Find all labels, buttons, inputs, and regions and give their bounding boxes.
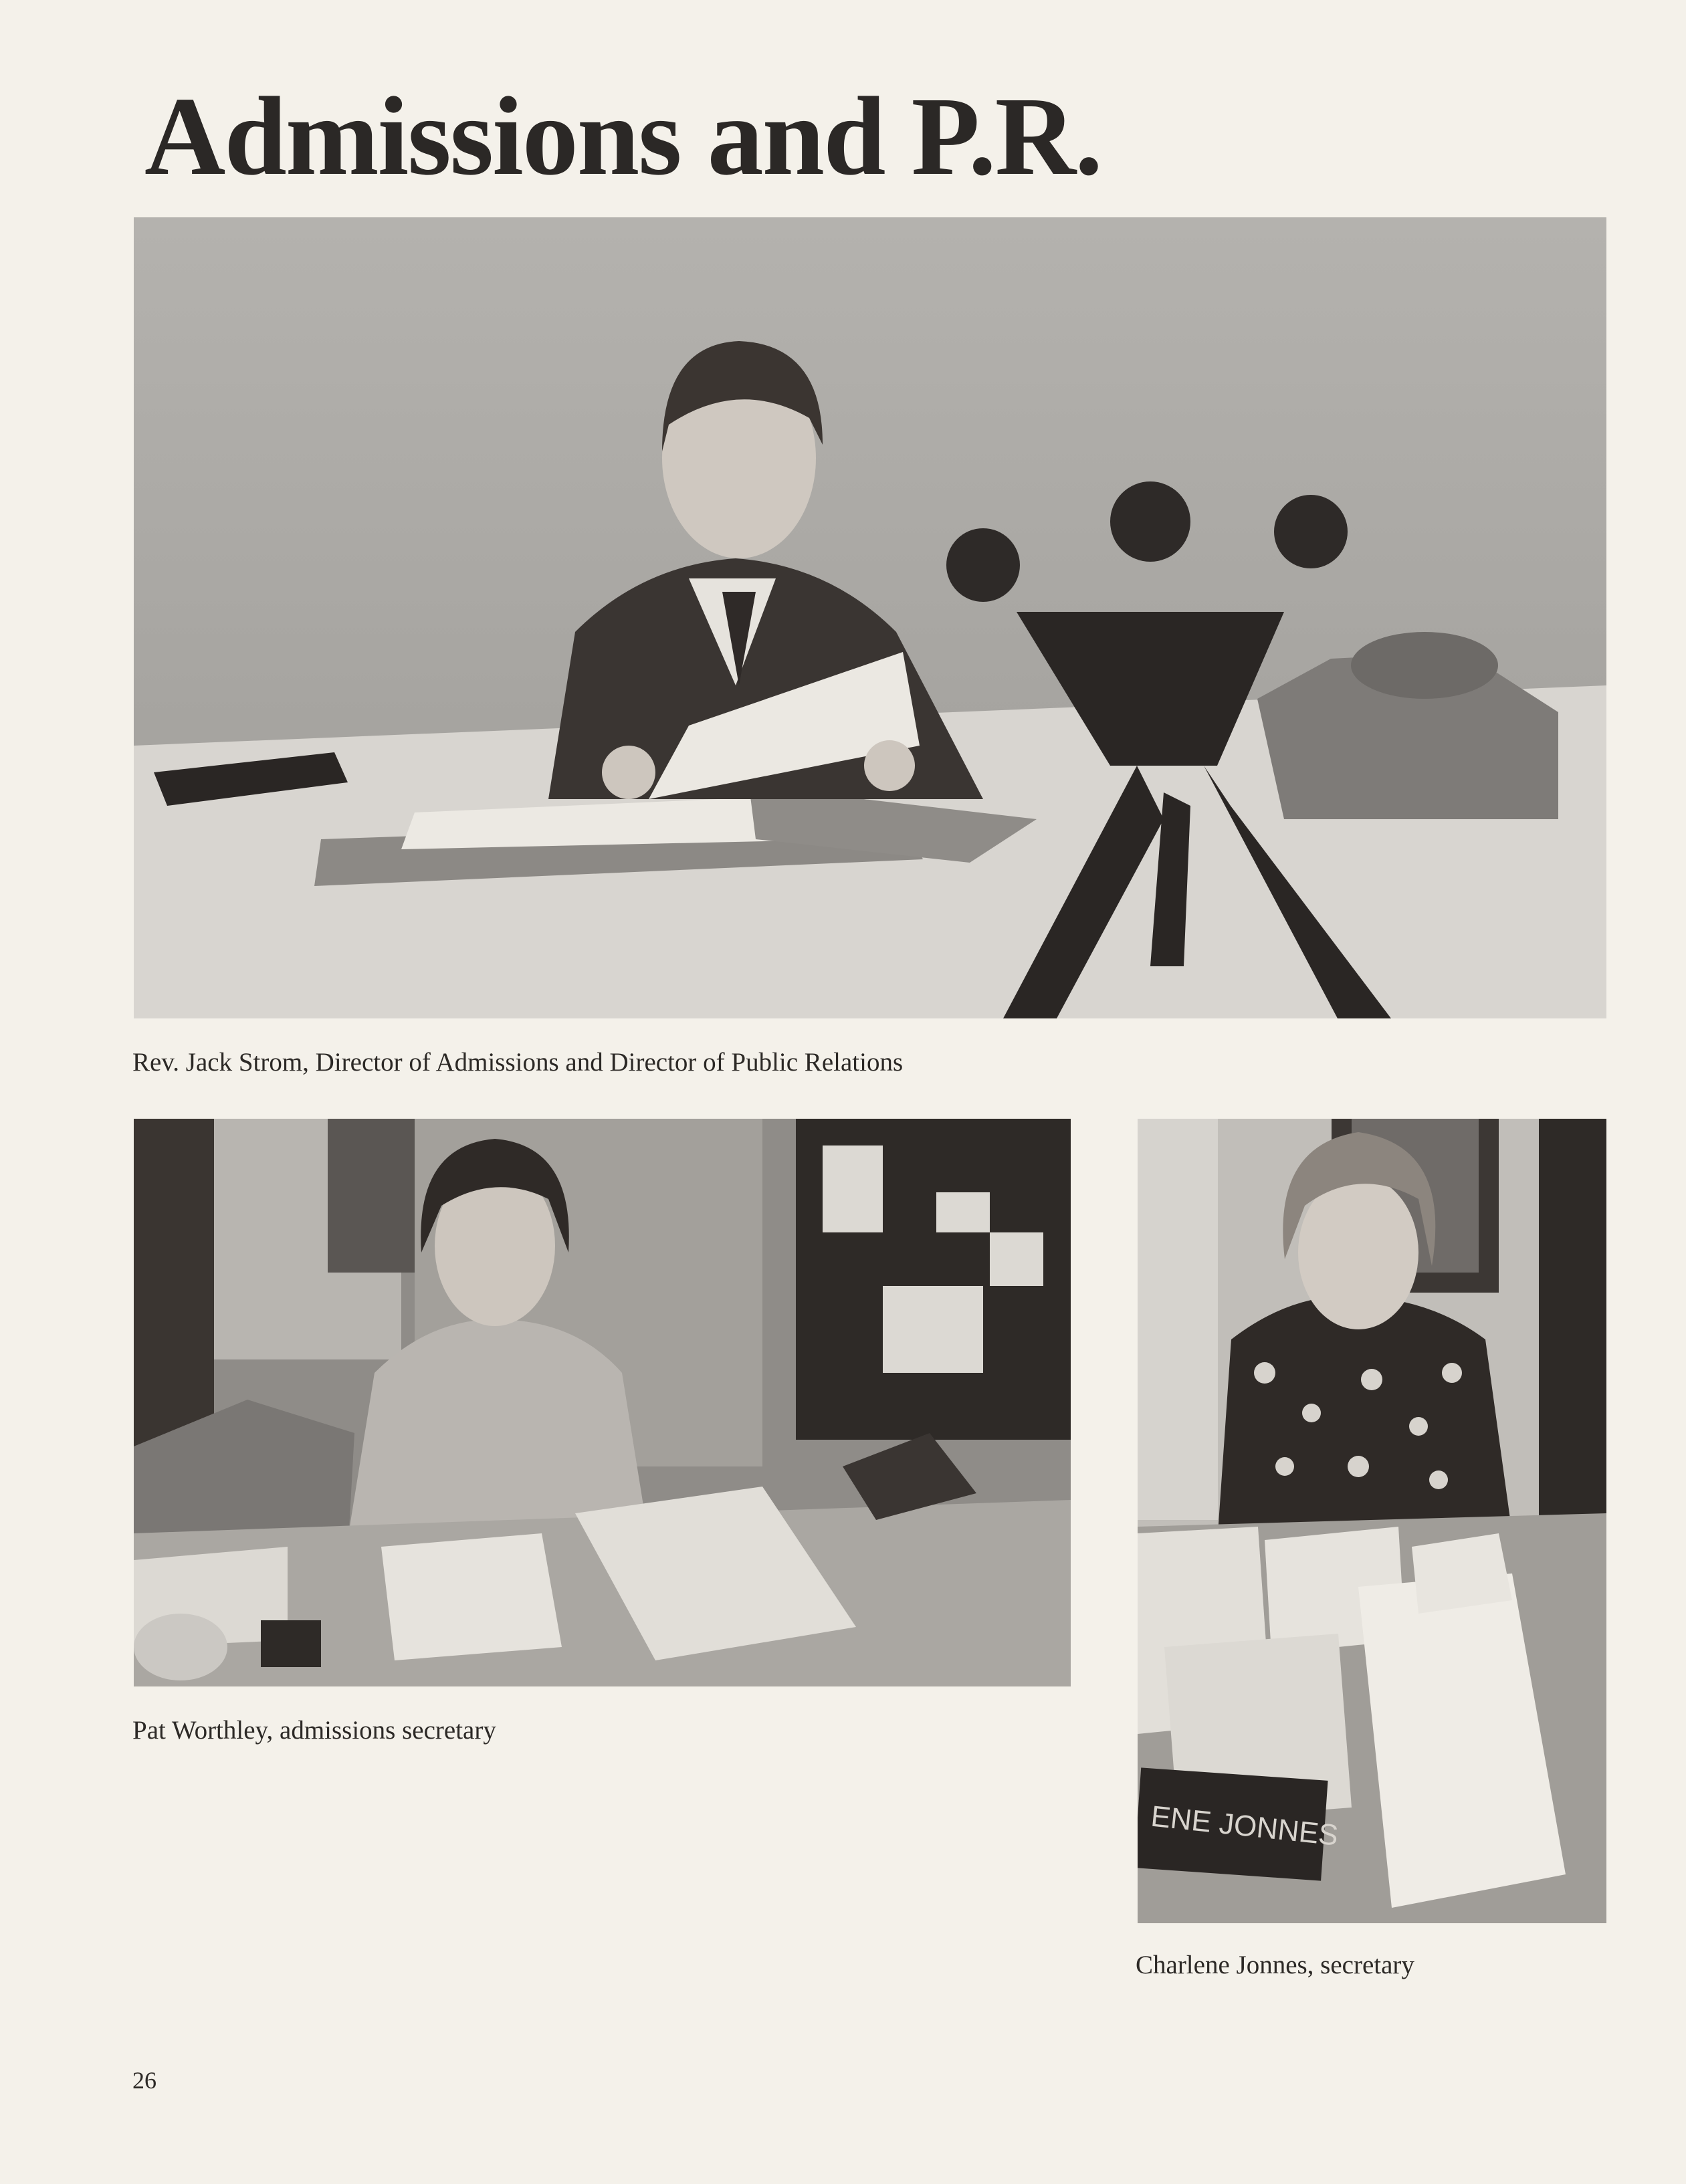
page-number: 26: [132, 2067, 156, 2094]
photo-admissions-secretary-image: [134, 1119, 1071, 1686]
photo-secretary-caption: Charlene Jonnes, secretary: [1136, 1951, 1414, 1979]
photo-director: [134, 217, 1606, 1018]
nameplate-text: ENE JONNES: [1149, 1799, 1340, 1852]
photo-secretary-image: [1138, 1119, 1606, 1923]
photo-admissions-secretary: [134, 1119, 1071, 1686]
page-title: Admissions and P.R.: [144, 74, 1102, 199]
photo-director-caption: Rev. Jack Strom, Director of Admissions and Director of Public Relations: [132, 1048, 904, 1077]
photo-director-image: [134, 217, 1606, 1018]
photo-secretary: [1138, 1119, 1606, 1923]
photo-admissions-secretary-caption: Pat Worthley, admissions secretary: [132, 1716, 496, 1745]
